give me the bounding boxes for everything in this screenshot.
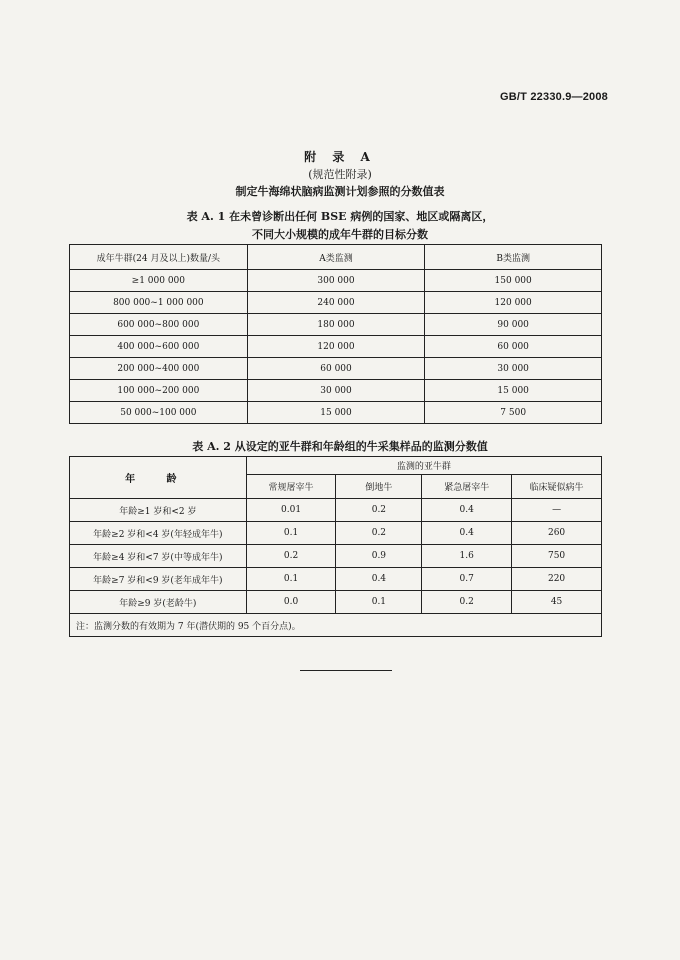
table-row [70, 522, 602, 545]
table-cell: 400 000~600 000 [70, 336, 248, 358]
table-cell: 240 000 [247, 292, 425, 314]
table-cell: 0.2 [246, 545, 336, 568]
table-cell: 100 000~200 000 [70, 380, 248, 402]
table1-header-cell: B类监测 [425, 245, 602, 270]
table-cell: 30 000 [425, 358, 602, 380]
table-row [70, 270, 602, 292]
table2-subheader-cell: 倒地牛 [336, 475, 422, 499]
table-cell: 50 000~100 000 [70, 402, 248, 424]
table-row [70, 545, 602, 568]
appendix-subtitle: (规范性附录) [308, 168, 372, 181]
table-cell: 年龄≥1 岁和<2 岁 [70, 499, 247, 522]
table-cell: 7 500 [425, 402, 602, 424]
table-cell: 180 000 [247, 314, 425, 336]
table2-group-header: 监测的亚牛群 [246, 457, 601, 475]
table1-caption-line2: 不同大小规模的成年牛群的目标分数 [252, 228, 428, 241]
table-cell: 15 000 [247, 402, 425, 424]
table1-header-cell: 成年牛群(24 月及以上)数量/头 [70, 245, 248, 270]
table-cell: 120 000 [247, 336, 425, 358]
table-row [70, 292, 602, 314]
table-cell: 60 000 [425, 336, 602, 358]
table-row [70, 380, 602, 402]
table-cell: 750 [512, 545, 602, 568]
table2-caption: 表 A. 2 从设定的亚牛群和年龄组的牛采集样品的监测分数值 [192, 440, 488, 453]
table-cell: 15 000 [425, 380, 602, 402]
table-cell: 220 [512, 568, 602, 591]
table2-note-row [70, 614, 602, 637]
table-cell: 0.9 [336, 545, 422, 568]
table-row [70, 499, 602, 522]
table-cell: 0.1 [336, 591, 422, 614]
table1-caption-line1: 表 A. 1 在未曾诊断出任何 BSE 病例的国家、地区或隔离区， [186, 210, 494, 223]
table-row [70, 568, 602, 591]
table-cell: 0.2 [422, 591, 512, 614]
table-cell: 60 000 [247, 358, 425, 380]
table-cell: 0.2 [336, 499, 422, 522]
table2-subheader-cell: 常规屠宰牛 [246, 475, 336, 499]
table-cell: ≥1 000 000 [70, 270, 248, 292]
table-cell: 0.1 [246, 568, 336, 591]
table-cell: 90 000 [425, 314, 602, 336]
table1-header-row [70, 245, 602, 270]
table1 [69, 244, 602, 424]
table-cell: 1.6 [422, 545, 512, 568]
table-cell: 150 000 [425, 270, 602, 292]
table1-header-cell: A类监测 [247, 245, 425, 270]
table2 [69, 456, 602, 637]
table-cell: 0.01 [246, 499, 336, 522]
table2-age-header: 年 龄 [70, 457, 247, 499]
table-cell: 30 000 [247, 380, 425, 402]
table-cell: 120 000 [425, 292, 602, 314]
end-rule [300, 670, 392, 671]
table-cell: 45 [512, 591, 602, 614]
table-cell: — [512, 499, 602, 522]
table-cell: 年龄≥7 岁和<9 岁(老年成年牛) [70, 568, 247, 591]
table-cell: 0.7 [422, 568, 512, 591]
table-cell: 800 000~1 000 000 [70, 292, 248, 314]
table-cell: 年龄≥4 岁和<7 岁(中等成年牛) [70, 545, 247, 568]
table-cell: 260 [512, 522, 602, 545]
table-cell: 年龄≥2 岁和<4 岁(年轻成年牛) [70, 522, 247, 545]
appendix-main-title: 制定牛海绵状脑病监测计划参照的分数值表 [235, 185, 445, 198]
table-row [70, 591, 602, 614]
table2-note: 注：监测分数的有效期为 7 年(潜伏期的 95 个百分点)。 [70, 614, 602, 637]
table2-subheader-cell: 临床疑似病牛 [512, 475, 602, 499]
standard-code: GB/T 22330.9—2008 [500, 91, 608, 103]
table-cell: 0.1 [246, 522, 336, 545]
table-cell: 0.0 [246, 591, 336, 614]
table2-header-row [70, 457, 602, 475]
table-row [70, 314, 602, 336]
table-cell: 0.2 [336, 522, 422, 545]
table2-subheader-cell: 紧急屠宰牛 [422, 475, 512, 499]
table-row [70, 358, 602, 380]
table-cell: 600 000~800 000 [70, 314, 248, 336]
table-cell: 200 000~400 000 [70, 358, 248, 380]
table-cell: 0.4 [422, 522, 512, 545]
table-row [70, 402, 602, 424]
table-cell: 年龄≥9 岁(老龄牛) [70, 591, 247, 614]
table-cell: 300 000 [247, 270, 425, 292]
appendix-title: 附 录 A [304, 150, 376, 164]
table-cell: 0.4 [422, 499, 512, 522]
table-cell: 0.4 [336, 568, 422, 591]
table-row [70, 336, 602, 358]
